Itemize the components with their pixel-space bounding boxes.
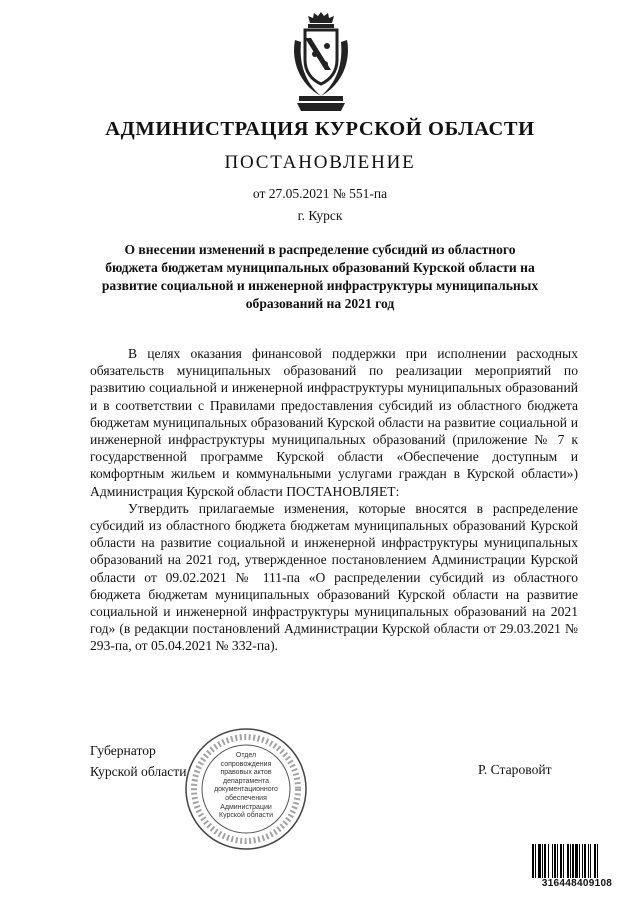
barcode-bar xyxy=(544,844,546,878)
barcode-bar xyxy=(570,844,571,878)
subject-line: развитие социальной и инженерной инфраструктуры муниципальных xyxy=(101,278,539,293)
barcode-bar xyxy=(538,844,541,878)
document-subject xyxy=(82,241,558,313)
barcode-bar xyxy=(567,844,569,878)
barcode-bar xyxy=(563,844,564,878)
barcode-bar xyxy=(584,844,586,878)
barcode-bar xyxy=(552,844,553,878)
document-type: ПОСТАНОВЛЕНИЕ xyxy=(224,152,416,173)
subject-line: О внесении изменений в распределение субсидий из областного xyxy=(124,242,516,257)
barcode-bar xyxy=(557,844,558,878)
barcode-bar xyxy=(579,844,580,878)
stamp-line: документационного xyxy=(214,786,278,794)
barcode-bar xyxy=(582,844,583,878)
stamp-line: Отдел xyxy=(235,752,257,759)
barcode-bar xyxy=(532,844,534,878)
coat-of-arms-icon xyxy=(291,10,351,114)
barcode-bar xyxy=(548,844,549,878)
barcode-bar xyxy=(535,844,536,878)
stamp-line: департамента xyxy=(222,777,269,785)
barcode-bar xyxy=(588,844,589,878)
body-paragraph: В целях оказания финансовой поддержки при исполнении расходных обязательств муниципальных образований по реализации мероприятий по развитию социальной и инженерной инфраструктуры муниципальных образований и в соответствии с Правилами предоставления субсидий из областного бюджета бюджетам муниципальных образований Курской области на развитие социальной и инженерной инфраструктуры муниципальных образований (приложение № 7 к государственной программе Курской области «Обеспечение доступным и комфортным жильем и коммунальными услугами граждан в Курской области») Администрация Курской области ПОСТАНОВЛЯЕТ: xyxy=(90,346,578,499)
stamp-line: обеспечения xyxy=(225,794,267,802)
authority-title: АДМИНИСТРАЦИЯ КУРСКОЙ ОБЛАСТИ xyxy=(105,118,535,140)
body-paragraph: Утвердить прилагаемые изменения, которые вносятся в распределение субсидий из областного бюджета бюджетам муниципальных образований Курской области на развитие социальной и инженерной инфраструктуры муниципальных образований на 2021 год, утвержденное постановлением Администрации Курской области от 09.02.2021 № 111-па «О распределении субсидий из областного бюджета бюджетам муниципальных образований Курской области на развитие социальной и инженерной инфраструктуры муниципальных образований на 2021 год» (в редакции постановлений Администрации Курской области от 29.03.2021 № 293-па, от 05.04.2021 № 332-па). xyxy=(90,500,578,654)
barcode-bar xyxy=(597,844,598,878)
signatory-region: Курской области xyxy=(90,764,187,779)
barcode-bar xyxy=(572,844,574,878)
signatory-name: Р. Старовойт xyxy=(478,762,552,777)
signatory-title xyxy=(90,740,187,782)
stamp-line: Курской области xyxy=(219,812,273,820)
barcode-icon xyxy=(532,844,622,878)
city: г. Курск xyxy=(297,208,343,223)
barcode-bar xyxy=(590,844,591,878)
signatory-position: Губернатор xyxy=(90,743,156,758)
subject-line: бюджета бюджетам муниципальных образований Курской области на xyxy=(105,260,535,275)
stamp-line: сопровождения xyxy=(220,760,272,768)
barcode-number: 316448409108 xyxy=(541,878,613,889)
barcode-bar xyxy=(542,844,543,878)
stamp-line: правовых актов xyxy=(220,769,272,777)
subject-line: образований на 2021 год xyxy=(245,296,395,311)
date-number: от 27.05.2021 № 551-па xyxy=(252,186,388,201)
barcode-bar xyxy=(575,844,578,878)
barcode-bar xyxy=(594,844,596,878)
stamp-text xyxy=(210,752,282,821)
barcode-bar xyxy=(560,844,562,878)
barcode-bar xyxy=(554,844,556,878)
document-body xyxy=(90,345,578,655)
stamp-line: Администрации xyxy=(220,803,272,811)
